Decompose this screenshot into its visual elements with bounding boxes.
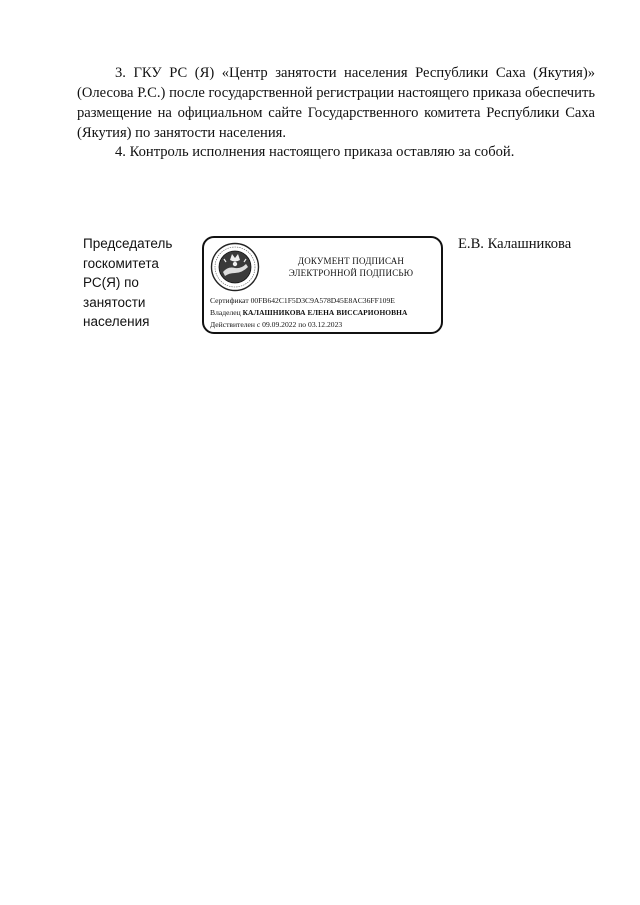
valid-to-date: 03.12.2023 (308, 320, 343, 329)
owner-name: КАЛАШНИКОВА ЕЛЕНА ВИССАРИОНОВНА (242, 308, 408, 317)
owner-label: Владелец (210, 308, 241, 317)
coat-of-arms-seal-icon (210, 242, 260, 292)
signer-position-title: Председатель госкомитета РС(Я) по занятости населения (83, 236, 173, 329)
electronic-signature-stamp (202, 236, 443, 334)
valid-from-date: 09.09.2022 (262, 320, 297, 329)
certificate-label: Сертификат (210, 296, 249, 305)
valid-from-label: с (256, 320, 261, 329)
stamp-heading-line-1: ДОКУМЕНТ ПОДПИСАН (297, 256, 405, 266)
stamp-certificate-row (210, 296, 395, 306)
stamp-validity-row (210, 320, 342, 330)
certificate-number: 00FB642C1F5D3C9A578D45E8AC36FF109E (250, 296, 395, 305)
stamp-heading-line-2: ЭЛЕКТРОННОЙ ПОДПИСЬЮ (288, 268, 414, 278)
paragraph-item-4: 4. Контроль исполнения настоящего приказа оставляю за собой. (115, 144, 515, 160)
stamp-owner-row (210, 308, 407, 318)
validity-label: Действителен (210, 320, 255, 329)
valid-to-label: по (298, 320, 307, 329)
signer-name: Е.В. Калашникова (458, 236, 572, 252)
paragraph-item-3: 3. ГКУ РС (Я) «Центр занятости населения Республики Саха (Якутия)» (Олесова Р.С.) после государственной регистрации настоящего приказа обеспечить размещение на официальном сайте Государственного комитета Республики Саха (Якутия) по занятости населения. (77, 65, 595, 141)
